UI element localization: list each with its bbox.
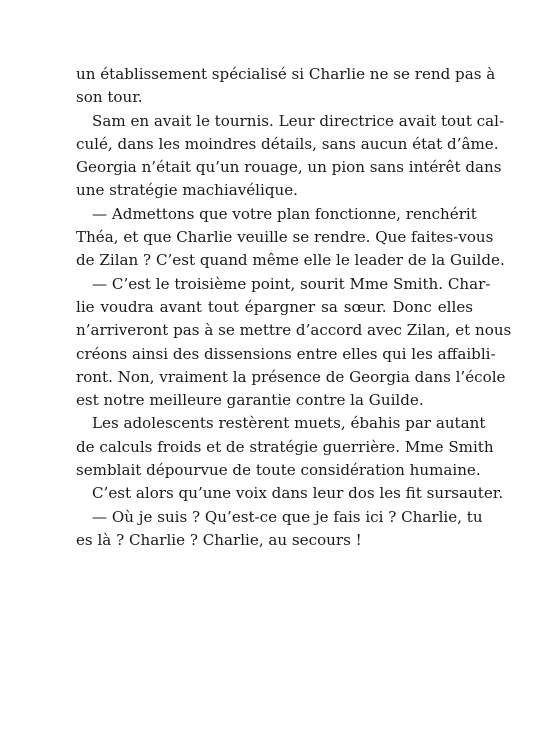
text-line: de calculs froids et de stratégie guerrière. Mme Smith [76, 437, 494, 456]
text-line: culé, dans les moindres détails, sans aucun état d’âme. [76, 134, 499, 153]
text-line: n’arriveront pas à se mettre d’accord avec Zilan, et nous [76, 321, 512, 340]
text-line: — Où je suis ? Qu’est-ce que je fais ici ? Charlie, tu [92, 507, 483, 526]
text-line: créons ainsi des dissensions entre elles qui les affaibli- [76, 344, 496, 363]
text-line: un établissement spécialisé si Charlie ne se rend pas à [76, 65, 496, 83]
text-line: ront. Non, vraiment la présence de Georgia dans l’école [76, 367, 506, 386]
text-line: es là ? Charlie ? Charlie, au secours ! [76, 530, 362, 549]
text-line: est notre meilleure garantie contre la Guilde. [76, 391, 424, 410]
text-line: Sam en avait le tournis. Leur directrice avait tout cal- [92, 111, 505, 130]
text-line: une stratégie machiavélique. [76, 181, 298, 200]
text-line: Georgia n’était qu’un rouage, un pion sans intérêt dans [76, 158, 502, 177]
text-line: — Admettons que votre plan fonctionne, renchérit [92, 204, 477, 223]
text-line: son tour. [76, 88, 143, 107]
text-line: Théa, et que Charlie veuille se rendre. Que faites-vous [76, 228, 494, 247]
text-line: Les adolescents restèrent muets, ébahis par autant [92, 414, 486, 433]
text-line: — C’est le troisième point, sourit Mme Smith. Char- [92, 274, 491, 293]
book-page-text [76, 63, 512, 552]
text-line: semblait dépourvue de toute considération humaine. [76, 461, 481, 480]
text-line: de Zilan ? C’est quand même elle le leader de la Guilde. [76, 251, 505, 270]
text-line: C’est alors qu’une voix dans leur dos les fit sursauter. [92, 484, 504, 503]
text-line: lie voudra avant tout épargner sa sœur. Donc elles [76, 297, 473, 316]
